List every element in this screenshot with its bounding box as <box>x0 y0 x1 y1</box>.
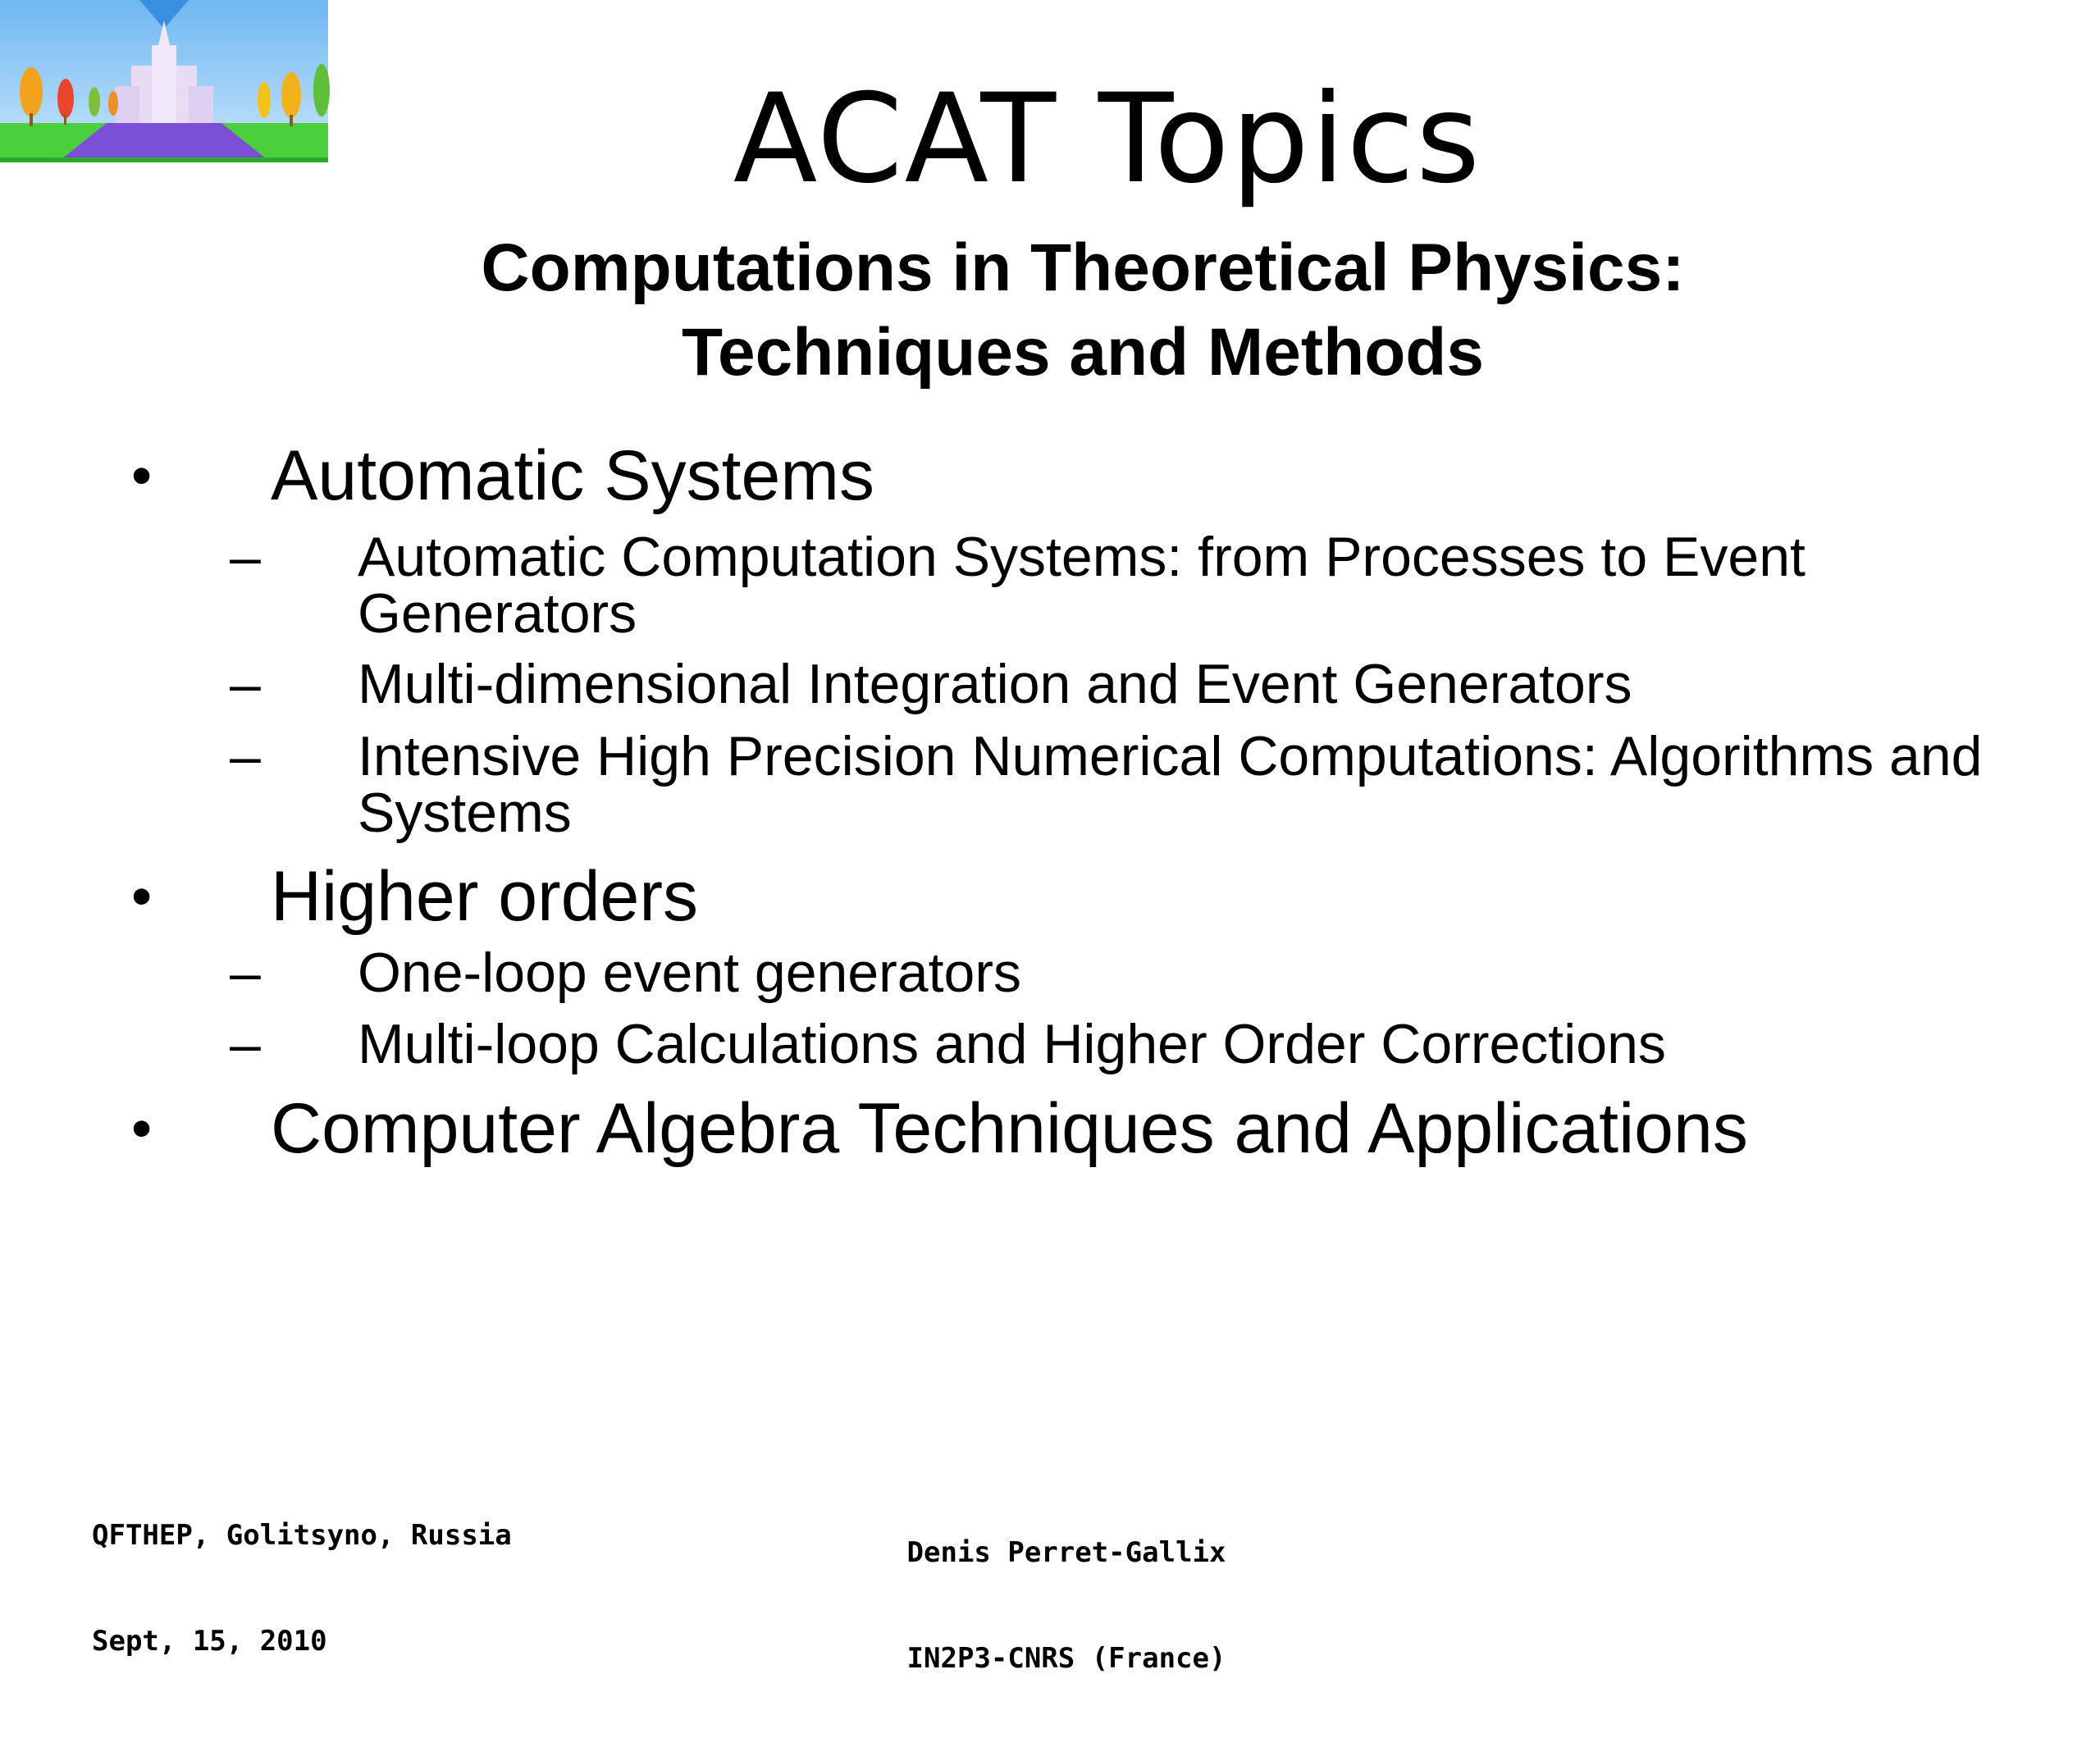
slide-title: ACAT Topics <box>733 68 1482 211</box>
dash-icon: – <box>230 526 261 588</box>
sub-item-text: Intensive High Precision Numerical Computations: Algorithms and Systems <box>358 725 1983 844</box>
footer-author <box>820 1465 1312 1747</box>
dash-icon: – <box>230 725 261 787</box>
subtitle-line-1: Computations in Theoretical Physics: <box>481 230 1685 305</box>
sub-item-text: One-loop event generators <box>358 942 1021 1004</box>
sub-item-text: Multi-loop Calculations and Higher Order Corrections <box>358 1013 1666 1075</box>
bullet-label: Computer Algebra Techniques and Applications <box>271 1089 1748 1168</box>
bullet-label: Higher orders <box>271 857 698 936</box>
bullet-icon: • <box>131 443 153 509</box>
sub-item-text: Multi-dimensional Integration and Event Generators <box>358 653 1632 715</box>
footer-affiliation: IN2P3-CNRS (France) <box>906 1642 1226 1675</box>
subtitle-line-2: Techniques and Methods <box>682 315 1484 390</box>
bullet-icon: • <box>131 864 153 929</box>
dash-icon: – <box>230 1013 261 1075</box>
footer-author-name: Denis Perret-Gallix <box>906 1536 1226 1569</box>
bullet-label: Automatic Systems <box>271 436 874 515</box>
footer-conference <box>92 1448 512 1730</box>
university-logo <box>0 0 328 162</box>
sub-item-text: Automatic Computation Systems: from Processes to Event Generators <box>358 526 1806 645</box>
dash-icon: – <box>230 653 261 715</box>
footer-conference-name: QFTHEP, Golitsyno, Russia <box>92 1519 512 1552</box>
footer-date: Sept, 15, 2010 <box>92 1625 327 1658</box>
slide-subtitle <box>312 226 1854 395</box>
dash-icon: – <box>230 942 261 1004</box>
bullet-icon: • <box>131 1096 153 1161</box>
